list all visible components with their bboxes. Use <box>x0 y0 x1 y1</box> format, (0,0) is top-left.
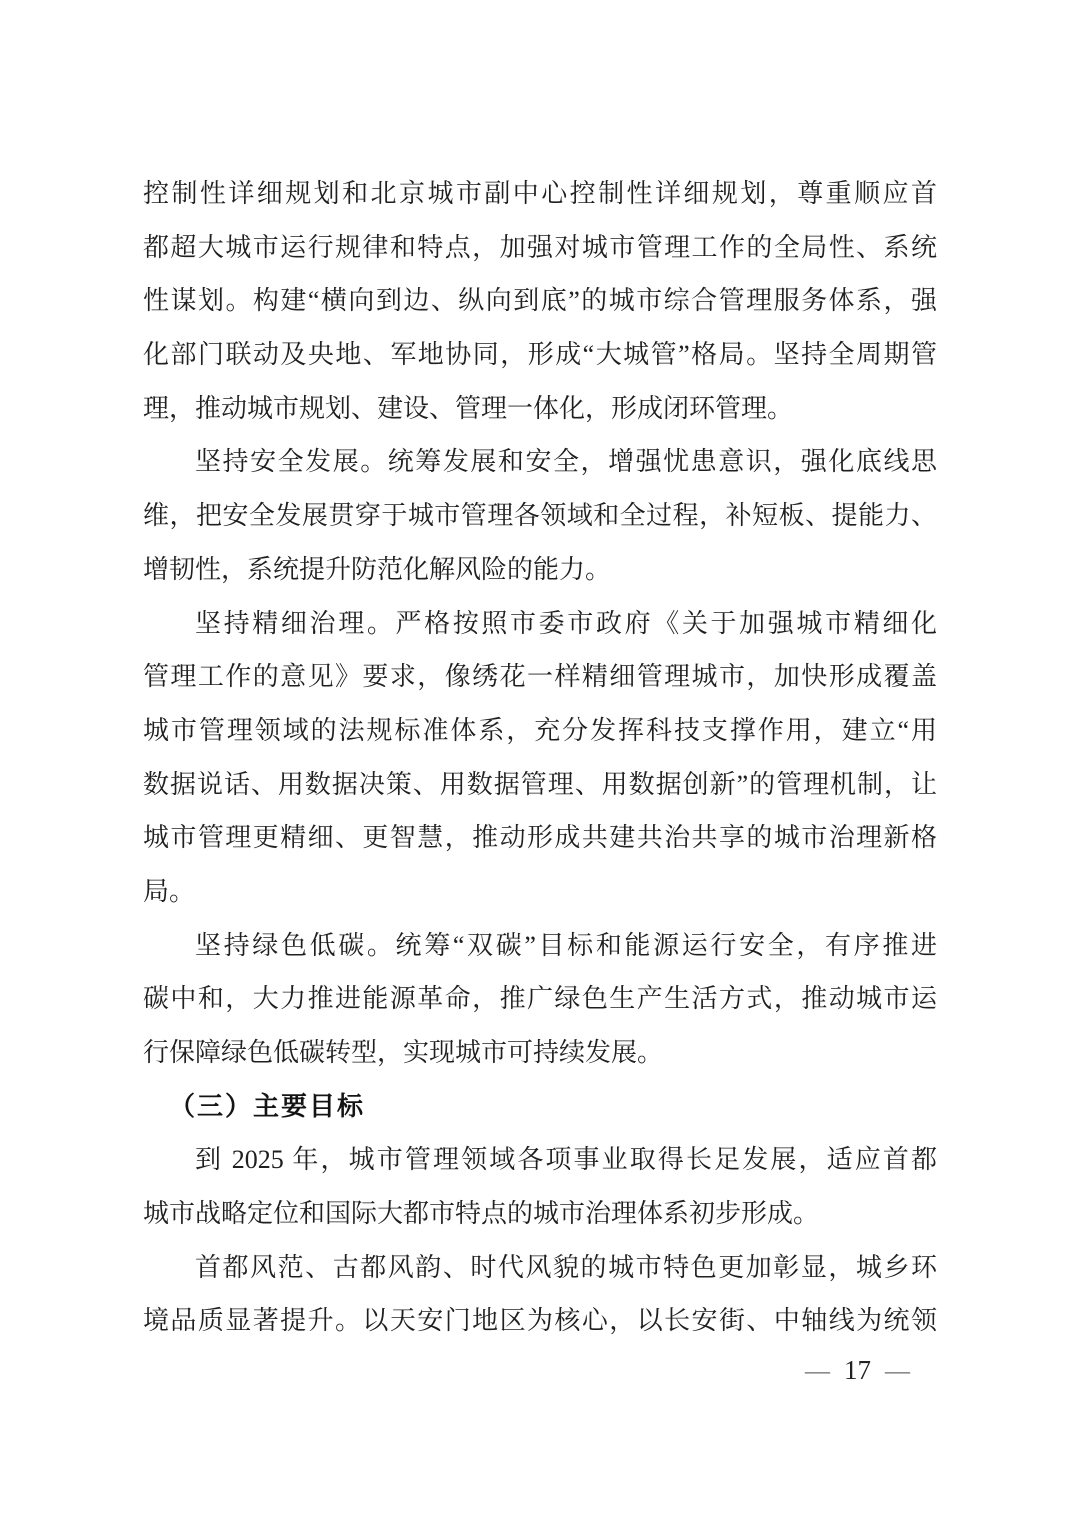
text-line: 性谋划。构建“横向到边、纵向到底”的城市综合管理服务体系，强 <box>143 286 937 316</box>
text-line: 都超大城市运行规律和特点，加强对城市管理工作的全局性、系统 <box>143 232 937 262</box>
section-heading: （三）主要目标 <box>169 1091 366 1121</box>
text-line: 境品质显著提升。以天安门地区为核心，以长安街、中轴线为统领 <box>143 1306 937 1336</box>
text-line: 城市管理更精细、更智慧，推动形成共建共治共享的城市治理新格 <box>143 823 937 853</box>
page-number-dash-right: — <box>885 1358 910 1385</box>
text-line: 管理工作的意见》要求，像绣花一样精细管理城市，加快形成覆盖 <box>143 662 937 692</box>
text-line: 坚持安全发展。统筹发展和安全，增强忧患意识，强化底线思 <box>195 447 937 477</box>
text-line: 数据说话、用数据决策、用数据管理、用数据创新”的管理机制，让 <box>143 769 937 799</box>
page-number <box>805 1350 910 1390</box>
document-body <box>143 167 937 1348</box>
text-line: 局。 <box>143 876 196 906</box>
text-line: 化部门联动及央地、军地协同，形成“大城管”格局。坚持全周期管 <box>143 340 937 370</box>
text-line: 到 2025 年，城市管理领域各项事业取得长足发展，适应首都 <box>195 1145 937 1175</box>
text-line: 城市管理领域的法规标准体系，充分发挥科技支撑作用，建立“用 <box>143 715 937 745</box>
page-number-dash-left: — <box>805 1358 830 1385</box>
text-line: 城市战略定位和国际大都市特点的城市治理体系初步形成。 <box>143 1199 820 1229</box>
text-line: 坚持绿色低碳。统筹“双碳”目标和能源运行安全，有序推进 <box>195 930 937 960</box>
text-line: 坚持精细治理。严格按照市委市政府《关于加强城市精细化 <box>195 608 937 638</box>
text-line: 维，把安全发展贯穿于城市管理各领域和全过程，补短板、提能力、 <box>143 501 937 531</box>
text-line: 控制性详细规划和北京城市副中心控制性详细规划，尊重顺应首 <box>143 179 937 208</box>
text-line: 增韧性，系统提升防范化解风险的能力。 <box>143 554 612 584</box>
text-line: 理，推动城市规划、建设、管理一体化，形成闭环管理。 <box>143 393 794 423</box>
page-number-value: 17 <box>844 1355 871 1385</box>
text-line: 碳中和，大力推进能源革命，推广绿色生产生活方式，推动城市运 <box>143 984 937 1014</box>
text-line: 首都风范、古都风韵、时代风貌的城市特色更加彰显，城乡环 <box>195 1252 937 1282</box>
text-line: 行保障绿色低碳转型，实现城市可持续发展。 <box>143 1038 664 1067</box>
